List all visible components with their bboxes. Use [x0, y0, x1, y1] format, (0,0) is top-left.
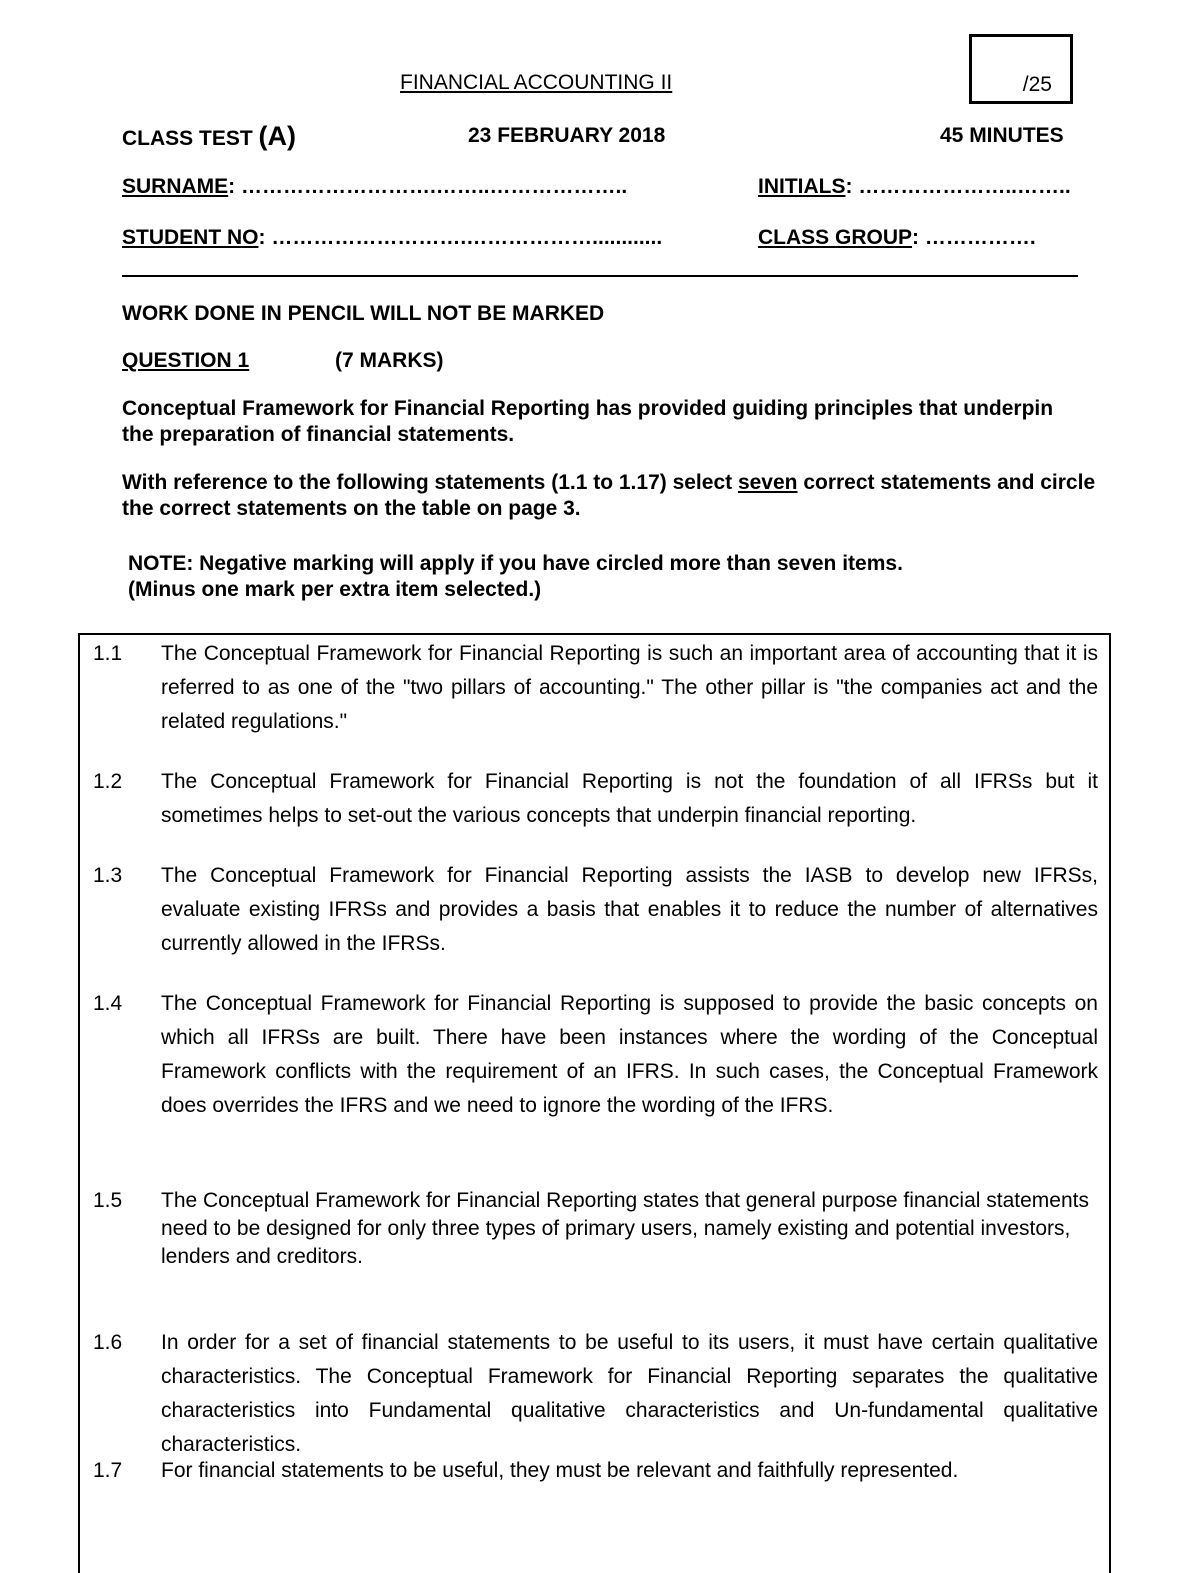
pencil-warning: WORK DONE IN PENCIL WILL NOT BE MARKED	[122, 302, 605, 325]
note-line-2: (Minus one mark per extra item selected.)	[128, 578, 542, 601]
surname-label: SURNAME	[122, 175, 229, 198]
score-label: /25	[1022, 73, 1052, 96]
statement-number: 1.4	[93, 992, 123, 1015]
student-no-label: STUDENT NO	[122, 226, 259, 249]
statement-number: 1.7	[93, 1459, 123, 1482]
test-label-line	[122, 121, 296, 152]
statement-number: 1.5	[93, 1189, 123, 1212]
test-variant: (A)	[258, 121, 297, 151]
statement-number: 1.6	[93, 1331, 123, 1354]
question-heading	[122, 349, 249, 373]
statement-text: The Conceptual Framework for Financial Reporting is such an important area of accounting that it is referred to as one of the "two pillars of accounting." The other pillar is "the companies act and the related regulations."	[161, 642, 1098, 733]
test-label: CLASS TEST	[122, 127, 253, 150]
reference-text-1: With reference to the following statements (1.1 to 1.17) select	[122, 471, 738, 494]
course-title: FINANCIAL ACCOUNTING II	[400, 71, 673, 94]
initials-dots: : …………………..……..	[845, 175, 1071, 198]
statement-text: The Conceptual Framework for Financial Reporting is supposed to provide the basic concepts on which all IFRSs are built. There have been instances where the wording of the Conceptual Framework conflicts with the requirement of an IFRS. In such cases, the Conceptual Framework does overrides the IFRS and we need to ignore the wording of the IFRS.	[161, 992, 1098, 1117]
initials-field[interactable]	[758, 175, 1071, 199]
reference-emphasis: seven	[737, 471, 798, 494]
student-no-dots: : ……………………….………………............	[258, 226, 663, 249]
class-group-label: CLASS GROUP	[758, 226, 913, 249]
surname-dots: : ……………………….……..………………..	[228, 175, 628, 198]
note-line-1: NOTE: Negative marking will apply if you have circled more than seven items.	[128, 552, 903, 575]
statement-text: The Conceptual Framework for Financial Reporting assists the IASB to develop new IFRSs, evaluate existing IFRSs and provides a basis that enables it to reduce the number of alternatives currently allowed in the IFRSs.	[161, 864, 1098, 955]
class-group-field[interactable]	[758, 226, 1036, 250]
header-divider	[122, 275, 1078, 277]
statements-table	[78, 633, 1111, 1573]
question-marks: (7 MARKS)	[335, 349, 444, 372]
statement-text: In order for a set of financial statements to be useful to its users, it must have certain qualitative characteristics. The Conceptual Framework for Financial Reporting separates the qualitative characteristics into Fundamental qualitative characteristics and Un-fundamental qualitative characteristics.	[161, 1331, 1098, 1456]
reference-paragraph	[122, 470, 1112, 522]
question-label: QUESTION 1	[122, 349, 250, 372]
score-box	[969, 34, 1073, 104]
statement-number: 1.1	[93, 642, 123, 665]
test-date: 23 FEBRUARY 2018	[468, 124, 666, 147]
statement-number: 1.2	[93, 770, 123, 793]
initials-label: INITIALS	[758, 175, 846, 198]
statement-text: For financial statements to be useful, they must be relevant and faithfully represented.	[161, 1459, 959, 1482]
surname-field[interactable]	[122, 175, 627, 199]
test-duration: 45 MINUTES	[940, 124, 1064, 147]
reference-text-2: correct statements and circle the correct statements on the table on page 3.	[122, 471, 1096, 520]
student-no-field[interactable]	[122, 226, 662, 250]
statement-number: 1.3	[93, 864, 123, 887]
intro-paragraph: Conceptual Framework for Financial Reporting has provided guiding principles that underpin the preparation of financial statements.	[122, 397, 1054, 446]
statement-text: The Conceptual Framework for Financial Reporting states that general purpose financial statements need to be designed for only three types of primary users, namely existing and potential investors, lenders and creditors.	[161, 1189, 1089, 1268]
statement-text: The Conceptual Framework for Financial Reporting is not the foundation of all IFRSs but it sometimes helps to set-out the various concepts that underpin financial reporting.	[161, 770, 1098, 827]
class-group-dots: : …………….	[912, 226, 1036, 249]
